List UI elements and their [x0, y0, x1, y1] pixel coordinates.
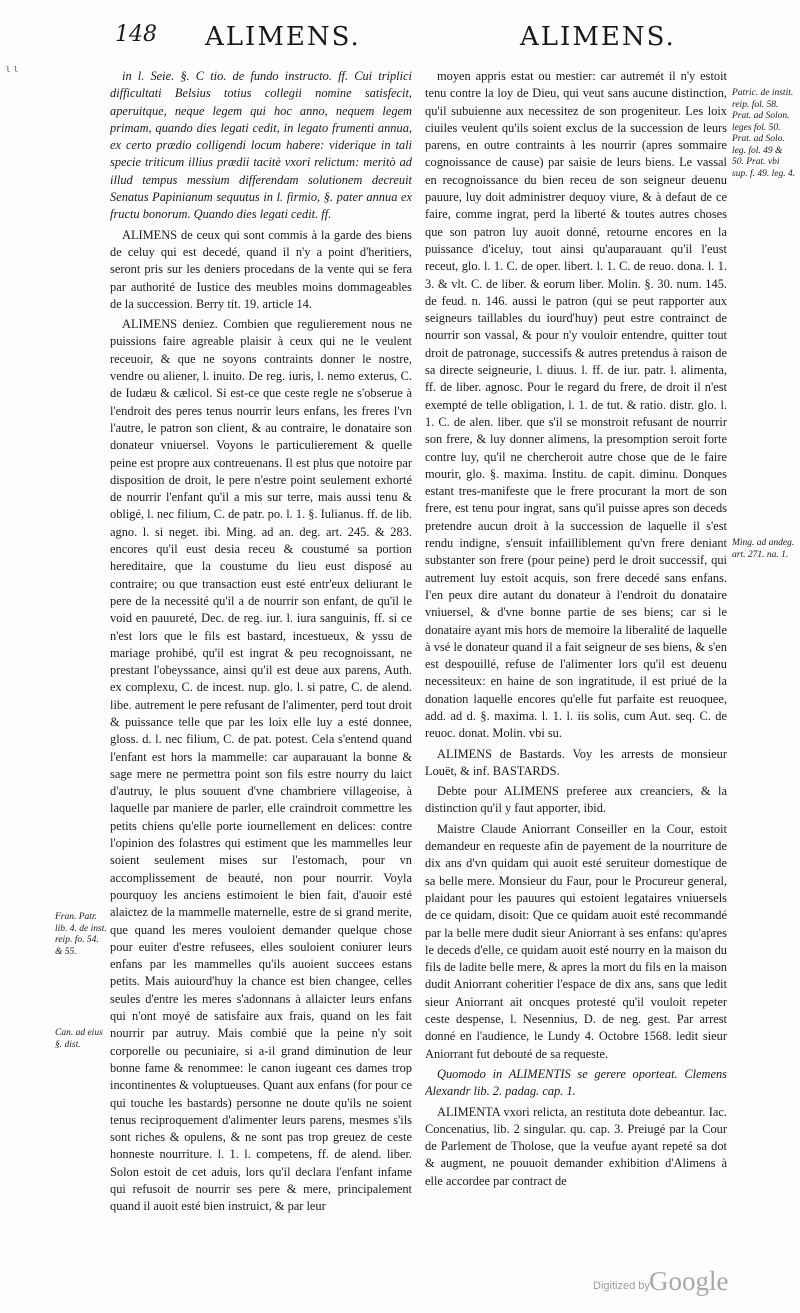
running-head-left: ALIMENS. [205, 22, 361, 52]
paragraph: Debte pour ALIMENS preferee aux creanciers, & la distinction qu'il y faut apporter, ibid. [425, 784, 727, 816]
paragraph: Quomodo in ALIMENTIS se gerere oporteat. Clemens Alexandr lib. 2. padag. cap. 1. [425, 1066, 727, 1099]
page-number: 148 [115, 22, 157, 47]
google-watermark [593, 1266, 763, 1302]
margin-note-right: Ming. ad andeg. art. 271. na. 1. [732, 538, 795, 560]
paragraph: moyen appris estat ou mestier: car autremét il n'y estoit tenu contre la loy de Dieu, qui veut sans aucune distinction, qu'il subuienne aux necessitez de son progeniteur. Les loix ciuiles veulent qu'ils soient exclus de la succession de leurs parens, en outre contraints à les nourrir (apres sommaire cognoissance de cause) par saisie de leurs biens. Le vassal en recognoissance du bien receu de son seigneur deuenu pauure, luy doit administrer dequoy viure, & à defaut de ce faire, comme ingrat, perd la liberté & toutes autres choses que son patron luy auoit donné, retourne encores en la puissance d'iceluy, tout ainsi qu'auparauant qu'il l'eust receut, glo. l. 1. C. de oper. libert. l. 1. C. de reuo. dona. l. 1. 3. & vlt. C. de liber. & eorum liber. Molin. §. 30. num. 145. de feud. n. 146. aussi le patron (qui se peut rapporter aux seigneurs taillables du iourd'huy) peut estre contrainct de nourrir son vassal, & pour n'y vouloir entendre, quitter tout droit de patronage, successifs & autres pretendus à raison de sa directe seigneurie, l. diuus. l. ff. de iur. patr. l. alimenta, ff. de liber. agnosc. Pour le regard du frere, de droit il n'est exempté de telle obligation, l. 1. de tut. & ratio. distr. glo. l. 1. C. de alen. liber. que s'il se monstroit refusant de nourrir son frere, & luy donner alimens, la presomption seroit forte contre luy, qu'il ne chercheroit autre chose que de le faire mourir, glo. §. maxima. Institu. de capit. diminu. Donques estant tres-manifeste que le frere procurant la mort de son frere, est tenu pour ingrat, sans qu'il puisse apres son deceds pretendre aucun droit à la succession de laquelle il s'est rendu indigne, s'ensuit infailliblement qu'vn frere deniant substanter son frere (pour peine) perd le droit successif, qui autrement luy estoit acquis, son frere decedé sans enfans. I'en peux dire autant du donateur à l'endroit du donataire vniuersel, & d'vne bonne partie de ses biens; car si le donataire ayant mis hors de memoire la liberalité de laquelle à vsé le donateur quand il a fait seigneur de ses biens, & s'en est despouillé, refuse de l'alimenter lors qu'il est deuenu necessiteux: en haine de son ingratitude, il est priué de la donation laquelle encores qu'elle fut parfaite est reuoquee, add. ad d. §. maxima. l. 1. l. iis solis, cum Aut. seq. C. de reuoc. donat. Molin. vbi su. [425, 69, 727, 741]
running-head-right: ALIMENS. [520, 22, 676, 52]
margin-note-right: Patric. de instit. reip. fol. 58. Prat. ad Solon. leges fol. 50. Prat. ad Solo. leg. fol. 49 & 50. Prat. vbi sup. f. 49. leg. 4. [732, 88, 796, 179]
google-logo: Google [649, 1266, 729, 1296]
paragraph: ALIMENS de Bastards. Voy les arrests de monsieur Louët, & inf. BASTARDS. [425, 746, 727, 778]
corner-mark: ι ι [6, 62, 19, 75]
left-column [110, 68, 412, 1288]
paragraph: in l. Seie. §. C tio. de fundo instructo. ff. Cui triplici difficultati Belsius totius collegii nomine satisfecit, aperuitque, neque legem qui hoc anno, nequem legem primam, quando dies legati cedit, in legato frumenti annua, ex certo prædio colligendi locum habere: viderique in tali specie triticum illius prædii tacitè vxori relictum: meritò ad illud tempus messium differendam solutionem decreuit Senatus Papinianum sequutus in l. firmio, §. pater annua ex fructu bonorum. Quando dies legati cedit. ff. [110, 69, 412, 222]
page-header [0, 12, 800, 66]
paragraph: ALIMENS deniez. Combien que regulierement nous ne puissions faire agreable plaisir à ceux qui ne le veulent receuoir, & que ne soyons contraints donner le nostre, vendre ou aliener, l. inuito. De reg. iuris, l. nemo exterus, C. de Iudæu & cælicol. Si est-ce que ceste regle ne s'obserue à l'endroit des peres tenus nourrir leurs enfans, les freres l'vn l'autre, le patron son client, & au contraire, le donataire son donateur vniuersel. Voyons le particulierement & quelle peine est propre aux contreuenans. Il est plus que notoire par disposition de droit, le pere n'estre point seulement exhorté de nourrir l'enfant qu'il a mis sur terre, mais aussi tenu & obligé, l. nec filium, C. de patr. po. l. 1. §. Iulianus. ff. de lib. agno. l. si neget. ibi. Ming. ad an. deg. art. 245. & 283. encores qu'il eust desia receu & coustumé sa portion hereditaire, que la coustume du lieu eust disposé au contraire; ou que transaction eust esté entr'eux deliurant le pere de la necessité qu'il a de nourrir son enfant, de qu'il le void en pauureté, Dec. de reg. iur. l. iura sanguinis, ff. si ce n'est lors que le fils est bastard, incestueux, & yssu de mariage prohibé, qu'il est ingrat & peu recognoissant, ne prestant l'obeyssance, ainsi qu'il est deue aux parens, Auth. ex complexu, C. de incest. nup. glo. l. si patre, C. de alend. libe. autrement le pere refusant de l'alimenter, perd tout droit & puissance telle que par les loix elle luy a esté donnee, gloss. d. l. nec filium, C. de pat. potest. Cela s'entend quand l'enfant est hors la mammelle: car auparauant la bonne & sage mere ne permettra point son fils estre nourry du laict d'autruy, le plus souuent d'vne chambriere villageoise, à laquelle par maniere de parler, elle craindroit commettre les petits chiens qu'elle porte iournellement en delices: contre l'opinion des folastres qui estiment que les mammelles leur soient seulement mises sur l'estomach, pour vn accomplissement de beauté, non pour nourrir. Voyla pourquoy les anciens estimoient le bien fait, d'auoir esté alaictez de la mammelle maternelle, estre de si grand merite, que quand les meres vouloient demander quelque chose pour euiter d'estre refusees, elles souloient coniurer leurs enfans par les mammelles qu'ils auoient succees estans petits. Mais auiourd'huy la chance est bien changee, celles seules d'entre les meres s'adonnans à allaicter leurs enfans qui n'ont moyé de satisfaire aux frais, quand on les fait nourrir par autruy. Mais combié que la peine n'y soit corporelle ou pecuniaire, si a-il grand diminution de leur bonne fame & renommee: le canon iugeant ces dames trop incontinentes & voluptueuses. Quant aux enfans (for pour ce qui touche les bastards) personne ne doute qu'ils ne soient tenus reciproquement d'alimenter leurs parens, mesmes s'ils sont riches & opulens, & ne sont pas trop greuez de ceste honneste nourriture. l. 1. l. competens, ff. de alend. liber. Solon estoit de cet aduis, lors qu'il declara l'enfant infame qui refusoit de nourrir ses pere & mere, principalement quand il auoit esté bien instruict, & par leur [110, 317, 412, 1214]
paragraph: Maistre Claude Aniorrant Conseiller en la Cour, estoit demandeur en requeste afin de payement de la nourriture de dix ans d'vn quidam qui auoit esté seruiteur domestique de sa belle mere. Monsieur du Faur, pour le Procureur general, plaidant pour les pauures qui estoient legataires vniuersels de ce quidam, disoit: Que ce quidam auoit esté recommandé par la belle mere dudit sieur Aniorrant à ses enfans: qu'apres le deceds d'elle, ce quidam auoit esté nourry en la maison du fils de ladite belle mere, & apres la mort du fils en la maison dudit Aniorrant coheritier l'espace de dix ans, sans que ledit sieur Aniorrant ait oncques protesté qu'il vouloit repeter ceste despense, l. Nesennius, D. de neg. gest. Par arrest donné en l'audience, le Lundy 4. Octobre 1568. ledit sieur Aniorrant fut debouté de sa requeste. [425, 821, 727, 1061]
paragraph: ALIMENTA vxori relicta, an restituta dote debeantur. Iac. Concenatius, lib. 2 singular. qu. cap. 3. Preiugé par la Cour de Parlement de Tholose, que la veufue ayant repeté sa dot & augment, ne pouuoit demander exhibition d'Alimens à elle accordee par contract de [425, 1104, 727, 1188]
right-column [425, 68, 727, 1278]
watermark-prefix: Digitized by [593, 1280, 650, 1292]
margin-note-left: Can. ad eius §. dist. [55, 1028, 103, 1050]
margin-note-left: Fran. Patr. lib. 4. de inst. reip. fo. 54. & 55. [55, 912, 107, 957]
paragraph: ALIMENS de ceux qui sont commis à la garde des biens de celuy qui est decedé, quand il n'y a point d'heritiers, seront pris sur les deniers procedans de la vente qui se fera par authorité de Iustice des meubles moins dommageables de la succession. Berry tit. 19. article 14. [110, 227, 412, 311]
